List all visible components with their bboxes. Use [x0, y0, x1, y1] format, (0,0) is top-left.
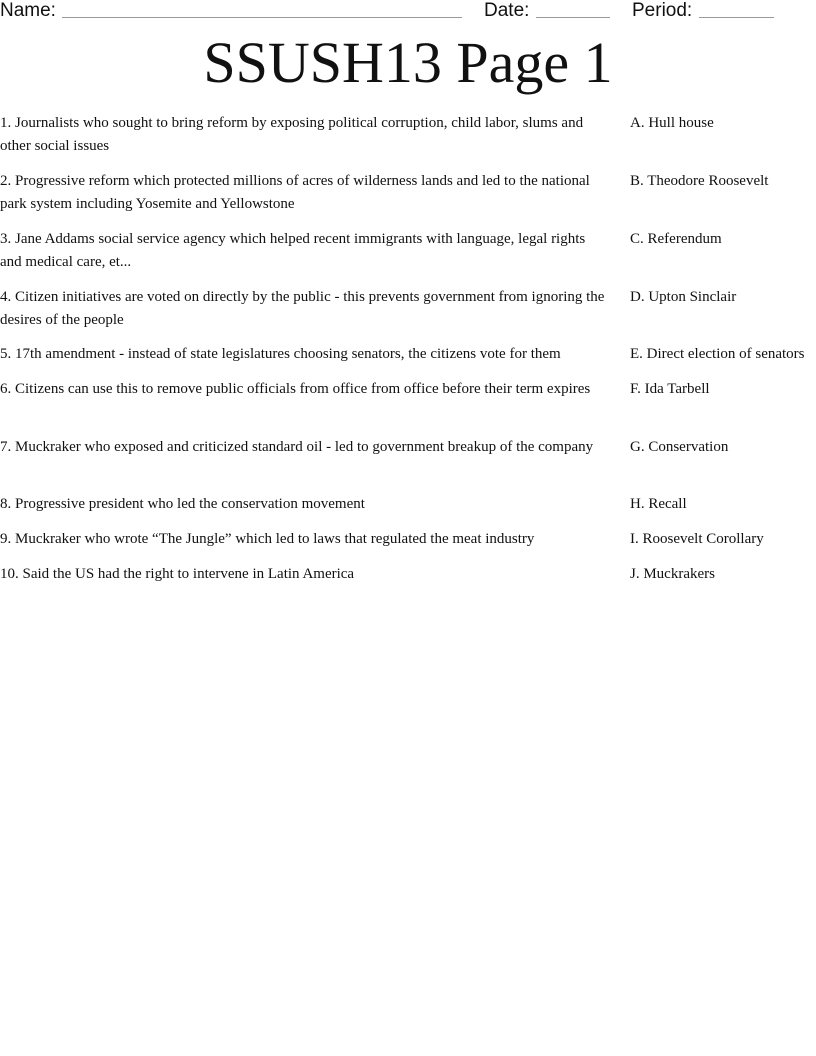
date-field[interactable]	[536, 17, 610, 18]
header-line	[0, 0, 816, 24]
question-item: 5. 17th amendment - instead of state legislatures choosing senators, the citizens vote for them	[0, 346, 561, 362]
answer-option: E. Direct election of senators	[630, 346, 805, 362]
answer-option: I. Roosevelt Corollary	[630, 531, 764, 547]
answer-option: B. Theodore Roosevelt	[630, 173, 769, 189]
page-title: SSUSH13 Page 1	[203, 30, 613, 95]
question-item: 1. Journalists who sought to bring reform by exposing political corruption, child labor, slums and other social issues	[0, 115, 584, 154]
answer-option: C. Referendum	[630, 231, 722, 247]
question-item: 2. Progressive reform which protected millions of acres of wilderness lands and led to the national park system including Yosemite and Yellowstone	[0, 173, 590, 212]
question-item: 10. Said the US had the right to intervene in Latin America	[0, 566, 355, 582]
question-item: 3. Jane Addams social service agency which helped recent immigrants with language, legal rights and medical care, et...	[0, 231, 586, 270]
question-item: 7. Muckraker who exposed and criticized standard oil - led to government breakup of the company	[0, 439, 594, 455]
question-item: 6. Citizens can use this to remove public officials from office from office before their term expires	[0, 381, 591, 397]
answer-option: D. Upton Sinclair	[630, 289, 737, 305]
name-field[interactable]	[62, 17, 462, 18]
question-item: 8. Progressive president who led the conservation movement	[0, 496, 365, 512]
answer-option: G. Conservation	[630, 439, 729, 455]
answer-option: A. Hull house	[630, 115, 714, 131]
date-label: Date:	[484, 0, 530, 21]
answer-option: H. Recall	[630, 496, 687, 512]
period-field[interactable]	[699, 17, 774, 18]
answer-option: F. Ida Tarbell	[630, 381, 710, 397]
answer-option: J. Muckrakers	[630, 566, 715, 582]
question-item: 9. Muckraker who wrote “The Jungle” which led to laws that regulated the meat industry	[0, 531, 535, 547]
period-label: Period:	[632, 0, 693, 21]
question-item: 4. Citizen initiatives are voted on directly by the public - this prevents government from ignoring the desires of the people	[0, 289, 605, 328]
name-label: Name:	[0, 0, 56, 21]
